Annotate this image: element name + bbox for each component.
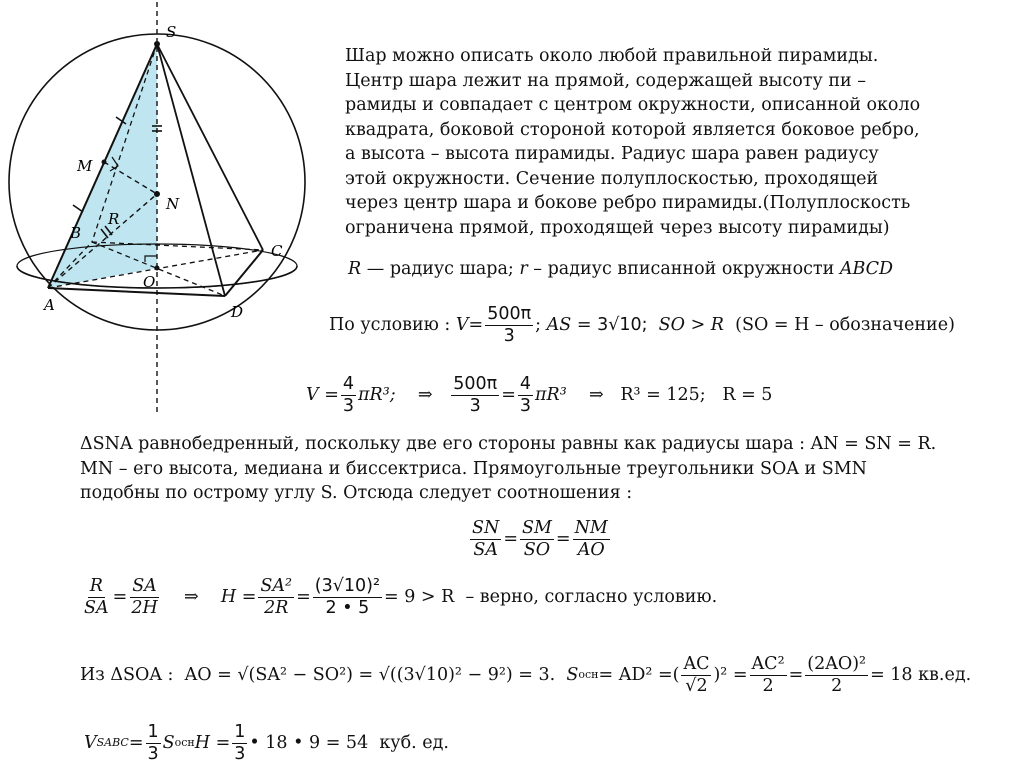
fraction-90-10	[313, 576, 382, 619]
frac-num: 4	[519, 374, 532, 394]
label-N: N	[166, 195, 180, 213]
frac-num: NM	[574, 518, 608, 538]
frac-den: 3	[147, 744, 159, 764]
cond-SO-R: SO > R	[658, 315, 724, 336]
text-line: квадрата, боковой стороной которой является боковое ребро,	[345, 119, 920, 140]
tick-MA	[73, 205, 83, 212]
fraction-SN-SA	[470, 518, 501, 561]
h-comment: – верно, согласно условию.	[465, 587, 718, 608]
label-A: A	[44, 296, 55, 314]
v-V: V	[84, 733, 97, 754]
label-B: B	[70, 224, 82, 242]
label-C: C	[271, 242, 283, 260]
frac-den: 3	[342, 396, 355, 416]
ao-eq2: ² =	[720, 665, 748, 686]
frac-num: SA	[132, 576, 157, 596]
label-O: O	[143, 273, 156, 291]
label-D: D	[231, 303, 244, 321]
legend-r-text: – радиус вписанной окружности	[527, 259, 840, 279]
cond-AS-value: 3√10;	[597, 315, 648, 336]
arrow-icon: ⇒	[417, 385, 433, 406]
ao-result: = 18 кв.ед.	[870, 665, 972, 686]
frac-num: 500π	[487, 304, 532, 324]
fraction-4-3b	[518, 374, 533, 417]
fraction-4-3	[341, 374, 356, 417]
frac-num: (3√10)²	[314, 576, 380, 596]
edge-SC	[157, 44, 263, 250]
fraction-SA-2H	[129, 576, 159, 619]
fraction-NM-AO	[573, 518, 610, 561]
frac-num: 1	[234, 722, 246, 742]
radius-legend	[348, 257, 893, 282]
legend-R-text: — радиус шара;	[361, 259, 520, 279]
text-line: ΔSNA равнобедренный, поскольку две его стороны равны как радиусы шара : AN = SN = R.	[80, 434, 937, 454]
h-result: = 9 > R	[383, 587, 455, 608]
frac-den: 3	[519, 396, 532, 416]
s-osn: S	[566, 665, 579, 686]
s-osn-sub: осн	[578, 668, 599, 682]
pyramid-sphere-figure	[0, 0, 320, 420]
fraction-V	[485, 304, 533, 347]
fraction-1-3	[146, 722, 161, 765]
fraction-2AO2-2	[805, 654, 868, 697]
frac-den: 2 • 5	[325, 598, 370, 618]
fraction-R-SA	[82, 576, 111, 619]
symbol-R: R	[348, 259, 362, 279]
final-volume-formula	[84, 722, 449, 765]
fraction-AC-sqrt2	[681, 654, 711, 697]
v-sub: SABC	[96, 736, 129, 750]
frac-den: 2	[762, 676, 774, 696]
frac-den: 3	[503, 326, 515, 346]
text-line: этой окружности. Сечение полуплоскостью, проходящей	[345, 168, 879, 189]
intro-paragraph	[345, 44, 920, 240]
frac-num: SM	[521, 518, 552, 538]
edge-SD	[157, 44, 225, 296]
ratio-formula: $\frac{SN}{SA}$ = $\frac{SM}{SO}$ = $\frac{NM}{AO}$	[472, 518, 608, 560]
v-calc: • 18 • 9 = 54	[249, 733, 369, 754]
symbol-r: r	[519, 259, 528, 279]
frac-num: R	[89, 576, 103, 596]
cond-note: (SO = H – обозначение)	[735, 315, 955, 336]
arrow-icon: ⇒	[588, 385, 604, 406]
point-M	[102, 160, 107, 165]
v-S-sub: осн	[174, 736, 195, 750]
fraction-1-3b	[232, 722, 247, 765]
point-O	[155, 266, 160, 271]
frac-den: 3	[234, 744, 246, 764]
v-eq: =	[128, 733, 144, 754]
frac-num: 4	[342, 374, 355, 394]
text-line: через центр шара и бокове ребро пирамиды.(Полуплоскость	[345, 193, 911, 213]
cond-AS: AS	[546, 315, 572, 336]
frac-num: 1	[147, 722, 159, 742]
cond-V: V	[455, 315, 469, 336]
fraction-AC2-2	[750, 654, 787, 697]
text-line: Шар можно описать около любой правильной пирамиды.	[345, 46, 879, 66]
triangle-paragraph	[80, 432, 936, 506]
frac-num: SA²	[260, 576, 293, 596]
edge-AD	[48, 288, 225, 296]
text-line: MN – его высота, медиана и биссектриса. Прямоугольные треугольники SOA и SMN	[80, 458, 867, 479]
condition-prefix: По условию :	[329, 315, 451, 336]
fraction-500pi-3	[451, 374, 499, 417]
vf-V: V	[306, 385, 319, 406]
frac-num: (2AO)²	[807, 654, 867, 674]
text-line: а высота – высота пирамиды. Радиус шара равен радиусу	[345, 144, 879, 164]
condition-line: По условию : V = $\frac{500\pi}{3}$ ; AS = 3√10; SO > R (SO = H – обозначение)	[329, 304, 955, 346]
frac-den: 3	[469, 396, 481, 416]
frac-den: 2R	[264, 598, 289, 618]
v-H: H =	[194, 733, 231, 754]
ao-prefix: Из ΔSOA :	[80, 665, 174, 686]
point-S	[154, 41, 160, 47]
label-R: R	[108, 210, 120, 228]
volume-formula: V = $\frac{4}{3}$ πR³; ⇒ $\frac{500\pi}{3}$ = $\frac{4}{3}$ πR³ ⇒ R³ = 125; R = 5	[306, 374, 773, 416]
ao-formula: Из ΔSOA : AO = √(SA² − SO²) = √((3√10)² − 9²) = 3. S осн = AD² = ( $\frac{AC}{√2}$ ) ² = $\frac{\text{AC²}}{2}$ = $\frac{\text{(2AO)²}}{2}$ = 18 кв.ед.	[80, 654, 972, 696]
cond-eq: =	[468, 315, 484, 336]
arrow-icon: ⇒	[183, 587, 199, 608]
frac-den: 2	[831, 676, 843, 696]
vf-piR3: πR³;	[358, 385, 396, 406]
ao-calc: AO = √(SA² − SO²) = √((3√10)² − 9²) = 3.	[184, 665, 556, 686]
label-M: M	[77, 157, 93, 175]
edge-DC	[225, 250, 263, 296]
vf-R: R = 5	[722, 385, 773, 406]
ao-eq1: = AD² =	[598, 665, 673, 686]
fraction-SM-SO	[520, 518, 554, 561]
height-formula: $\frac{R}{SA}$ = $\frac{SA}{2H}$ ⇒ H = $\frac{\text{SA²}}{2R}$ = $\frac{\text{(3√10)²}}{2 • 5}$ = 9 > R – верно, согласно условию.	[84, 576, 718, 618]
label-S: S	[166, 23, 177, 41]
frac-den: AO	[577, 540, 605, 560]
h-H: H =	[220, 587, 257, 608]
frac-num: SN	[472, 518, 500, 538]
frac-num: 500π	[453, 374, 498, 394]
v-S: S	[162, 733, 175, 754]
vf-R3: R³ = 125;	[620, 385, 706, 406]
text-line: ограничена прямой, проходящей через высоту пирамиды)	[345, 217, 890, 238]
text-line: рамиды и совпадает с центром окружности, описанной около	[345, 95, 921, 115]
fraction-SA2-2R	[258, 576, 294, 619]
vf-piR3b: πR³	[535, 385, 567, 406]
frac-den: SO	[523, 540, 551, 560]
text-line: подобны по острому углу S. Отсюда следует соотношения :	[80, 483, 633, 503]
frac-den: SA	[473, 540, 498, 560]
symbol-abcd: ABCD	[839, 259, 894, 279]
frac-den: √2	[685, 676, 708, 696]
point-N	[154, 191, 160, 197]
frac-den: SA	[84, 598, 109, 618]
frac-num: AC²	[751, 654, 785, 674]
frac-num: AC	[683, 654, 710, 674]
text-line: Центр шара лежит на прямой, содержащей высоту пи –	[345, 70, 866, 91]
v-unit: куб. ед.	[379, 733, 449, 754]
frac-den: 2H	[131, 598, 158, 618]
